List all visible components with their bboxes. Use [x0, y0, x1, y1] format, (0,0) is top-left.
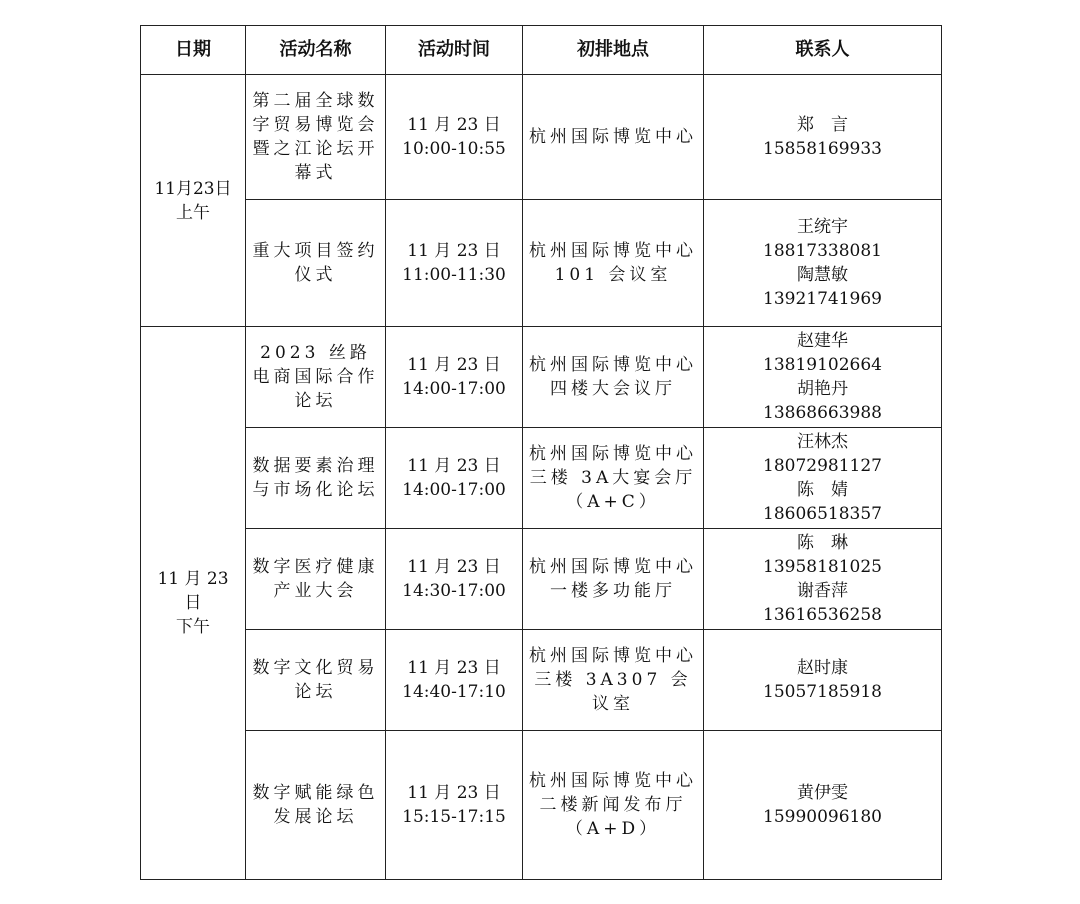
activity-time-cell: [386, 75, 523, 200]
activity-name-cell: 数字文化贸易论坛: [246, 630, 386, 731]
contact-phone: 13616536258: [763, 605, 882, 625]
table-row: [141, 529, 942, 630]
activity-name-cell: 数字医疗健康产业大会: [246, 529, 386, 630]
contact-phone: 18817338081: [763, 241, 882, 261]
time-date: 11 月 23 日: [407, 456, 501, 476]
contact-phone: 18606518357: [763, 504, 882, 524]
date-cell-morning: [141, 75, 246, 327]
contact-name: 赵建华: [797, 331, 848, 351]
contact-name: 胡艳丹: [797, 379, 848, 399]
time-range: 14:30-17:00: [402, 581, 506, 601]
time-date: 11 月 23 日: [407, 355, 501, 375]
contact-phone: 15057185918: [763, 682, 882, 702]
contact-name: 陈 琳: [797, 533, 848, 553]
header-date: 日期: [141, 26, 246, 75]
activity-name-cell: 第二届全球数字贸易博览会暨之江论坛开幕式: [246, 75, 386, 200]
header-activity-time: 活动时间: [386, 26, 523, 75]
activity-name-cell: 数字赋能绿色发展论坛: [246, 731, 386, 880]
table-row: [141, 200, 942, 327]
time-date: 11 月 23 日: [407, 241, 501, 261]
activity-time-cell: [386, 529, 523, 630]
contact-name: 王统宇: [797, 217, 848, 237]
location-cell: 杭州国际博览中心: [523, 75, 704, 200]
activity-time-cell: [386, 630, 523, 731]
contact-phone: 13868663988: [763, 403, 882, 423]
activity-name-cell: 2023 丝路电商国际合作论坛: [246, 327, 386, 428]
time-date: 11 月 23 日: [407, 115, 501, 135]
location-cell: 杭州国际博览中心三楼 3A大宴会厅（A+C）: [523, 428, 704, 529]
time-date: 11 月 23 日: [407, 557, 501, 577]
activity-name-cell: 数据要素治理与市场化论坛: [246, 428, 386, 529]
location-cell: 杭州国际博览中心 101 会议室: [523, 200, 704, 327]
contact-cell: [704, 200, 942, 327]
contact-name: 汪林杰: [797, 432, 848, 452]
contact-cell: [704, 731, 942, 880]
contact-phone: 13958181025: [763, 557, 882, 577]
date-text: 11月23日: [154, 178, 232, 199]
activity-name-cell: 重大项目签约仪式: [246, 200, 386, 327]
time-range: 14:00-17:00: [402, 480, 506, 500]
time-range: 15:15-17:15: [402, 807, 506, 827]
contact-cell: [704, 630, 942, 731]
time-range: 14:00-17:00: [402, 379, 506, 399]
contact-name: 陈 婧: [797, 480, 848, 500]
header-row: [141, 26, 942, 75]
table-row: [141, 630, 942, 731]
date-text: 11 月 23 日: [157, 569, 229, 613]
contact-phone: 13921741969: [763, 289, 882, 309]
time-date: 11 月 23 日: [407, 783, 501, 803]
table-row: [141, 731, 942, 880]
schedule-table: [140, 25, 942, 880]
contact-name: 黄伊雯: [797, 783, 848, 803]
contact-phone: 18072981127: [763, 456, 882, 476]
location-cell: 杭州国际博览中心四楼大会议厅: [523, 327, 704, 428]
contact-name: 陶慧敏: [797, 265, 848, 285]
contact-cell: [704, 75, 942, 200]
location-cell: 杭州国际博览中心三楼 3A307 会议室: [523, 630, 704, 731]
header-activity-name: 活动名称: [246, 26, 386, 75]
contact-phone: 15858169933: [763, 139, 882, 159]
contact-phone: 13819102664: [763, 355, 882, 375]
contact-phone: 15990096180: [763, 807, 882, 827]
activity-time-cell: [386, 731, 523, 880]
time-date: 11 月 23 日: [407, 658, 501, 678]
period-text: 上午: [176, 202, 210, 223]
time-range: 11:00-11:30: [402, 265, 506, 285]
period-text: 下午: [176, 617, 210, 637]
date-cell-afternoon: [141, 327, 246, 880]
header-location: 初排地点: [523, 26, 704, 75]
contact-name: 郑 言: [797, 115, 848, 135]
contact-name: 赵时康: [797, 658, 848, 678]
table-row: [141, 327, 942, 428]
time-range: 10:00-10:55: [402, 139, 506, 159]
table-row: [141, 428, 942, 529]
contact-cell: [704, 428, 942, 529]
location-cell: 杭州国际博览中心一楼多功能厅: [523, 529, 704, 630]
location-cell: 杭州国际博览中心二楼新闻发布厅（A+D）: [523, 731, 704, 880]
activity-time-cell: [386, 200, 523, 327]
contact-cell: [704, 529, 942, 630]
contact-cell: [704, 327, 942, 428]
time-range: 14:40-17:10: [402, 682, 506, 702]
table-row: [141, 75, 942, 200]
contact-name: 谢香萍: [797, 581, 848, 601]
activity-time-cell: [386, 327, 523, 428]
activity-time-cell: [386, 428, 523, 529]
header-contact: 联系人: [704, 26, 942, 75]
